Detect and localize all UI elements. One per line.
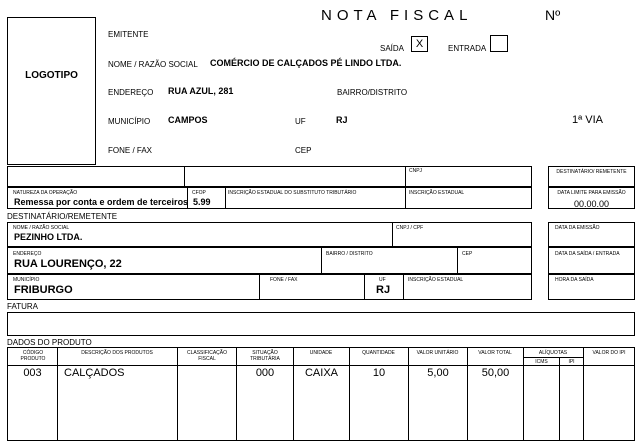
- saida-label: SAÍDA: [380, 44, 405, 53]
- data-saida-box: [548, 247, 635, 274]
- col-valor-total: VALOR TOTAL: [478, 350, 512, 356]
- dest-municipio-label: MUNICÍPIO: [13, 277, 40, 283]
- col-valor-ipi: VALOR DO IPI: [592, 350, 626, 356]
- fatura-title: FATURA: [7, 302, 38, 311]
- logo-text: LOGOTIPO: [25, 70, 78, 81]
- dest-ie-label: INSCRIÇÃO ESTADUAL: [408, 277, 464, 283]
- emit-cnpj-label: CNPJ: [409, 168, 423, 174]
- col-valor-unitario: VALOR UNITÁRIO: [416, 350, 459, 356]
- row-valor-unitario: 5,00: [427, 367, 449, 379]
- fatura-box: [7, 312, 635, 336]
- row-quantidade: 10: [372, 367, 386, 379]
- bairro-label: BAIRRO/DISTRITO: [337, 88, 408, 97]
- row-codigo: 003: [23, 367, 42, 379]
- dest-cep-label: CEP: [462, 251, 473, 257]
- data-saida-label: DATA DA SAÍDA / ENTRADA: [555, 251, 620, 257]
- dest-nome-label: NOME / RAZÃO SOCIAL: [13, 225, 70, 231]
- fone-label: FONE / FAX: [108, 146, 153, 155]
- via-label: 1ª VIA: [572, 114, 603, 126]
- entrada-checkbox[interactable]: [490, 35, 508, 52]
- row-unidade: CAIXA: [304, 367, 338, 379]
- col-classificacao: CLASSIFICAÇÃO FISCAL: [186, 350, 227, 362]
- nome-razao-value: COMÉRCIO DE CALÇADOS PÉ LINDO LTDA.: [210, 58, 402, 68]
- col-descricao: DESCRIÇÃO DOS PRODUTOS: [81, 350, 153, 356]
- dest-nome-row: [7, 222, 532, 247]
- emitente-label: EMITENTE: [108, 30, 149, 39]
- entrada-label: ENTRADA: [448, 44, 487, 53]
- emit-natureza-row: [7, 187, 532, 209]
- data-limite-value: 00.00.00: [573, 199, 610, 209]
- row-valor-total: 50,00: [481, 367, 510, 379]
- row-descricao: CALÇADOS: [64, 367, 125, 379]
- cfop-value: 5.99: [193, 197, 211, 207]
- uf-label: UF: [295, 117, 306, 126]
- data-limite-label: DATA LIMITE PARA EMISSÃO: [557, 190, 626, 196]
- numero-label: Nº: [545, 7, 561, 23]
- data-limite-box: [548, 187, 635, 209]
- col-situacao: SITUAÇÃO TRIBUTÁRIA: [250, 350, 280, 362]
- natureza-label: NATUREZA DA OPERAÇÃO: [13, 190, 78, 196]
- emit-ie-label: INSCRIÇÃO ESTADUAL: [409, 190, 465, 196]
- cfop-label: CFOP: [192, 190, 206, 196]
- produtos-table: [7, 347, 635, 441]
- endereco-value: RUA AZUL, 281: [168, 86, 234, 96]
- nota-fiscal-title: NOTA FISCAL: [321, 7, 473, 24]
- emit-cnpj-row: [7, 166, 532, 187]
- col-quantidade: QUANTIDADE: [362, 350, 395, 356]
- logo-box: [7, 17, 96, 165]
- saida-check-mark: X: [415, 38, 424, 50]
- hora-saida-box: [548, 274, 635, 300]
- ie-substituto-label: INSCRIÇÃO ESTADUAL DO SUBSTITUTO TRIBUTÁRIO: [228, 190, 357, 196]
- hora-saida-label: HORA DA SAÍDA: [555, 277, 594, 283]
- col-unidade: UNIDADE: [309, 350, 333, 356]
- destinatario-section-title: DESTINATÁRIO/REMETENTE: [7, 212, 118, 221]
- saida-checkbox[interactable]: [411, 36, 428, 52]
- destinatario-remetente-box: [548, 166, 635, 187]
- col-icms: ICMS: [535, 359, 548, 365]
- data-emissao-label: DATA DA EMISSÃO: [555, 225, 600, 231]
- municipio-value: CAMPOS: [168, 115, 208, 125]
- dest-municipio-value: FRIBURGO: [14, 284, 73, 296]
- dest-cnpj-label: CNPJ / CPF: [396, 225, 424, 231]
- cep-label: CEP: [295, 146, 312, 155]
- col-codigo: CÓDIGO PRODUTO: [20, 350, 46, 362]
- col-ipi: IPI: [568, 359, 575, 365]
- produtos-title: DADOS DO PRODUTO: [7, 338, 92, 347]
- dest-fone-label: FONE / FAX: [270, 277, 298, 283]
- col-aliquotas: ALÍQUOTAS: [538, 350, 568, 356]
- dest-endereco-value: RUA LOURENÇO, 22: [14, 258, 122, 270]
- municipio-label: MUNICÍPIO: [108, 117, 151, 126]
- uf-value: RJ: [336, 115, 348, 125]
- dest-nome-value: PEZINHO LTDA.: [14, 232, 83, 242]
- row-situacao: 000: [255, 367, 275, 379]
- natureza-value: Remessa por conta e ordem de terceiros: [14, 197, 189, 207]
- nome-razao-label: NOME / RAZÃO SOCIAL: [108, 60, 198, 69]
- dest-bairro-label: BAIRRO / DISTRITO: [326, 251, 373, 257]
- data-emissao-box: [548, 222, 635, 247]
- dest-endereco-row: [7, 247, 532, 274]
- endereco-label: ENDEREÇO: [108, 88, 154, 97]
- destinatario-remetente-label: DESTINATÁRIO/ REMETENTE: [556, 169, 627, 175]
- dest-uf-label: UF: [379, 277, 386, 283]
- dest-uf-value: RJ: [376, 284, 391, 296]
- dest-endereco-label: ENDEREÇO: [13, 251, 42, 257]
- dest-municipio-row: [7, 274, 532, 300]
